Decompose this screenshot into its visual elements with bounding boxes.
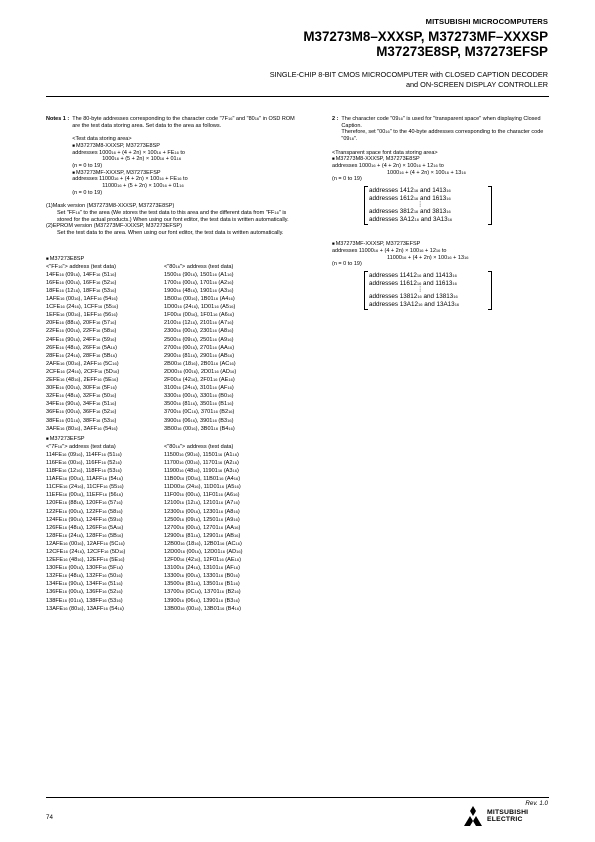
table-row (46, 287, 236, 295)
mf-range: (n = 0 to 19) (72, 189, 103, 196)
table-row (46, 400, 236, 408)
mf-address-1: addresses 1100016 + (4 + 2n) × 10016 + FE16 to (72, 176, 188, 183)
table-e8 (46, 255, 296, 433)
table-row (46, 540, 242, 548)
company-logo (462, 806, 528, 826)
table-row (46, 425, 236, 433)
table-cell: 1D0016 (2416), 1D0116 (A516) (164, 304, 236, 311)
table-cell: 28FE16 (2416), 28FF16 (5B16) (46, 352, 117, 359)
table-row (46, 279, 236, 287)
table-row (46, 467, 242, 475)
left-column (46, 116, 296, 613)
table-row (46, 295, 236, 303)
table-cell: 26FE16 (4816), 26FF16 (5A16) (46, 344, 117, 351)
table-cell: 12F0016 (4216), 12F0116 (AE16) (164, 557, 241, 564)
table-cell: 11AFE16 (0016), 11AFF16 (5416) (46, 476, 123, 483)
table-cell: 118FE16 (1216), 118FF16 (5316) (46, 468, 122, 475)
mf-brace-list (364, 271, 492, 310)
header-subtitle (270, 70, 548, 90)
brace-line: addresses 1381216 and 1381316 (369, 292, 458, 300)
table-cell: 230016 (0016), 230116 (A816) (164, 328, 234, 335)
item-1-text: Set "FF16" to the area (We stores the test data to this area and the different data from "FF16" is stored for the actual products.) When using our font editor, the test data is written automatically. (57, 209, 289, 223)
table-cell: 290016 (8116), 290116 (AB16) (164, 352, 235, 359)
table-e8-heading: ■ M37273E8SP (46, 255, 296, 263)
ellipsis-icon: ⋮ (417, 201, 424, 209)
item-2 (46, 223, 296, 236)
table-cell: 1190016 (4816), 1190116 (A316) (164, 468, 239, 475)
revision-label: Rev. 1.0 (525, 800, 548, 807)
header-company: MITSUBISHI MICROCOMPUTERS (425, 17, 548, 26)
table-cell: 210016 (1216), 210116 (A716) (164, 320, 234, 327)
table-row (46, 311, 236, 319)
table-row (46, 548, 242, 556)
m8-range: (n = 0 to 19) (72, 162, 103, 169)
table-row (46, 376, 236, 384)
table-cell: 114FE16 (0916), 114FF16 (5116) (46, 451, 122, 458)
table-cell: 32FE16 (4816), 32FF16 (5016) (46, 393, 117, 400)
table-cell: 36FE16 (0016), 36FF16 (5216) (46, 409, 117, 416)
brace-line: addresses 1161216 and 1161316 (369, 280, 457, 288)
table-cell: 3AFE16 (8016), 3AFF16 (5416) (46, 425, 118, 432)
footer-rule (46, 797, 549, 798)
subtitle-line-2: and ON-SCREEN DISPLAY CONTROLLER (405, 80, 548, 89)
table-cell: 11B0016 (0016), 11B0116 (A416) (164, 476, 241, 483)
table-cell: 2AFE16 (0016), 2AFF16 (5C16) (46, 360, 119, 367)
n2-m8-address-2: 100016 + (4 + 2n) × 10016 + 1316 (387, 169, 466, 176)
table-cell: 250016 (0916), 250116 (A916) (164, 336, 234, 343)
table-row (46, 336, 236, 344)
table-row (46, 580, 242, 588)
table-cell: 150016 (9016), 150116 (A116) (164, 271, 234, 278)
table-row (46, 597, 242, 605)
table-cell: 12CFE16 (2416), 12CFF16 (5D16) (46, 549, 126, 555)
table-row (46, 508, 242, 516)
brace-line: addresses 161216 and 161316 (369, 195, 451, 203)
table-cell: 12D0016 (0016), 12D0116 (AD16) (164, 549, 243, 555)
table-row (46, 516, 242, 524)
table-cell: 330016 (0016), 330116 (B016) (164, 393, 234, 400)
table-row (46, 605, 242, 613)
header-title (303, 30, 548, 59)
table-cell: 13B0016 (0016), 13B0116 (B416) (164, 605, 241, 612)
table-cell: 2D0016 (0016), 2D0116 (AD16) (164, 368, 237, 375)
table-row (46, 368, 236, 376)
table-cell: 370016 (0C16), 370116 (B216) (164, 409, 235, 416)
table-cell: 1290016 (8116), 1290116 (AB16) (164, 532, 241, 539)
item-1-mark: (1) (46, 203, 53, 210)
table-cell: 130FE16 (0016), 130FF16 (5F16) (46, 565, 123, 572)
table-cell: 1150016 (9016), 1150116 (A116) (164, 451, 239, 458)
header-rule (46, 96, 549, 97)
table-cell: 126FE16 (4816), 126FF16 (5A16) (46, 524, 124, 531)
table-cell: 13AFE16 (8016), 13AFF16 (5416) (46, 605, 124, 612)
table-cell: 116FE16 (0016), 116FF16 (5216) (46, 459, 122, 466)
table-cell: 136FE16 (0016), 136FF16 (5216) (46, 589, 123, 596)
table-cell: 1B0016 (0016), 1B0116 (A416) (164, 296, 235, 303)
brace-line: addresses 3A1216 and 3A1316 (369, 216, 453, 224)
table-cell: 390016 (0616), 390116 (B316) (164, 417, 234, 424)
brace-line: addresses 13A1216 and 13A1316 (369, 301, 460, 309)
table-cell: 11D0016 (2416), 11D0116 (A516) (164, 484, 241, 491)
mf-address-2: 1100016 + (5 + 2n) × 10016 + 0116 (102, 183, 184, 190)
table-row (46, 360, 236, 368)
n2-mf-address-2: 1100016 + (4 + 2n) × 10016 + 1316 (387, 254, 469, 261)
table-cell: 20FE16 (8816), 20FF16 (5716) (46, 320, 117, 327)
table-row (46, 451, 242, 459)
table-cell: 18FE16 (1216), 18FF16 (5316) (46, 288, 117, 294)
title-line-1: M37273M8–XXXSP, M37273MF–XXXSP (303, 29, 548, 44)
table-cell: 2CFE16 (2416), 2CFF16 (5D16) (46, 368, 120, 375)
table-cell: 170016 (0016), 170116 (A216) (164, 279, 234, 286)
table-row (46, 524, 242, 532)
brace-line: addresses 141216 and 141316 (369, 187, 451, 195)
table-row (46, 499, 242, 507)
table-cell: 34FE16 (9016), 34FF16 (5116) (46, 401, 117, 408)
page-number: 74 (46, 814, 53, 821)
table-cell: 2F0016 (4216), 2F0116 (AE16) (164, 377, 235, 384)
table-ef-header-row (46, 443, 242, 451)
table-cell: 14FE16 (0916), 14FF16 (5116) (46, 271, 117, 278)
table-cell: 1CFE16 (2416), 1CFF16 (5516) (46, 304, 119, 311)
title-line-2: M37273E8SP, M37273EFSP (376, 43, 548, 59)
n2-mf-address-1: addresses 1100016 + (4 + 2n) × 10016 + 1216 to (332, 247, 447, 254)
table-cell: 270016 (0016), 270116 (AA16) (164, 344, 235, 351)
logo-text-2: ELECTRIC (487, 816, 523, 823)
test-data-title: <Test data storing area> (72, 136, 132, 143)
table-row (46, 475, 242, 483)
table-cell: 2EFE16 (4816), 2EFF16 (5E16) (46, 377, 119, 384)
table-row (46, 459, 242, 467)
table-row (46, 352, 236, 360)
table-cell: 138FE16 (0116), 138FF16 (5316) (46, 597, 123, 604)
table-cell: 16FE16 (0016), 16FF16 (5216) (46, 279, 117, 286)
table-cell: 11EFE16 (0016), 11EFF16 (5616) (46, 492, 123, 499)
note-1 (46, 116, 296, 196)
table-row (46, 417, 236, 425)
m8-address-2: 100016 + (5 + 2n) × 10016 + 0116 (102, 156, 182, 163)
table-cell: 22FE16 (0016), 22FF16 (5816) (46, 328, 117, 335)
three-diamonds-icon (462, 806, 484, 826)
table-cell: 1EFE16 (0016), 1EFF16 (5616) (46, 312, 118, 319)
table-row (46, 408, 236, 416)
brace-line: addresses 381216 and 381316 (369, 208, 451, 215)
item-1 (46, 203, 296, 223)
ellipsis-icon: ⋮ (417, 286, 424, 294)
m8-brace-list (364, 186, 492, 225)
table-row (46, 564, 242, 572)
m8-heading: ■ M37273M8-XXXSP, M37273E8SP (72, 143, 296, 150)
table-row (46, 327, 236, 335)
table-row (46, 384, 236, 392)
table-row (46, 344, 236, 352)
column-header: <"8016"> address (test data) (164, 443, 234, 450)
note-2 (332, 116, 552, 143)
table-cell: 122FE16 (0016), 122FF16 (5816) (46, 508, 123, 515)
table-row (46, 572, 242, 580)
table-ef (46, 435, 296, 613)
table-cell: 30FE16 (0016), 30FF16 (5F16) (46, 385, 117, 392)
table-cell: 1F0016 (0016), 1F0116 (A616) (164, 312, 235, 319)
table-cell: 1390016 (0616), 1390116 (B316) (164, 597, 240, 604)
table-cell: 1270016 (0016), 1270116 (AA16) (164, 524, 241, 531)
table-cell: 1230016 (0016), 1230116 (A816) (164, 508, 240, 515)
table-cell: 1170016 (0016), 1170116 (A216) (164, 459, 239, 466)
table-cell: 1310016 (2416), 1310116 (AF16) (164, 565, 240, 572)
item-2-mark: (2) (46, 223, 53, 230)
table-row (46, 483, 242, 491)
table-cell: 12EFE16 (4816), 12EFF16 (5E16) (46, 557, 125, 564)
column-header: <"8016"> address (test data) (164, 263, 234, 270)
table-cell: 310016 (2416), 310116 (AF16) (164, 385, 234, 392)
table-cell: 124FE16 (9016), 124FF16 (5916) (46, 516, 123, 523)
brace-line: addresses 1141216 and 1141316 (369, 272, 457, 279)
note-1-label: Notes 1 : (46, 116, 70, 122)
n2-m8-heading: ■ M37273M8-XXXSP, M37273E8SP (332, 156, 552, 163)
note-2-label: 2 : (332, 116, 339, 122)
table-cell: 1330016 (0016), 1330116 (B016) (164, 573, 240, 580)
item-1-title: Mask version (M37273M8-XXXSP, M37273E8SP) (52, 203, 175, 210)
logo-text-1: MITSUBISHI (487, 809, 529, 816)
table-cell: 12B0016 (1816), 12B0116 (AC16) (164, 540, 242, 547)
table-row (46, 588, 242, 596)
right-column (332, 116, 552, 310)
table-cell: 1AFE16 (0016), 1AFF16 (5416) (46, 296, 118, 303)
n2-mf-heading: ■ M37273MF-XXXSP, M37273EFSP (332, 241, 552, 248)
table-row (46, 556, 242, 564)
table-cell: 2B0016 (1816), 2B0116 (AC16) (164, 360, 236, 367)
table-cell: 24FE16 (9016), 24FF16 (5916) (46, 336, 117, 343)
note-2-text-2: Therefore, set "0016" to the 40-byte addresses corresponding to the character code "0916". (341, 129, 544, 143)
note-1-text: The 80-byte addresses corresponding to the character code "7F16" and "8016" in OSD ROM are the test data storing area. Set data to the area as follows. (72, 116, 295, 129)
table-cell: 1370016 (0C16), 1370116 (B216) (164, 589, 241, 596)
table-row (46, 303, 236, 311)
table-cell: 190016 (4816), 190116 (A316) (164, 288, 234, 294)
table-row (46, 271, 236, 279)
table-row (46, 319, 236, 327)
m8-address-1: addresses 100016 + (4 + 2n) × 10016 + FE16 to (72, 149, 185, 156)
table-cell: 11F0016 (0016), 11F0116 (A616) (164, 492, 240, 499)
table-row (46, 532, 242, 540)
table-cell: 38FE16 (0116), 38FF16 (5316) (46, 417, 117, 424)
note-2-text-1: The character code "0916" is used for "transparent space" when displaying Closed Caption. (341, 116, 541, 129)
n2-m8-address-1: addresses 100016 + (4 + 2n) × 10016 + 1216 to (332, 162, 444, 169)
table-cell: 134FE16 (9016), 134FF16 (5116) (46, 581, 123, 588)
font-area-title: <Transparent space font data storing area> (332, 149, 438, 156)
table-ef-heading: ■ M37273EFSP (46, 435, 296, 443)
table-cell: 128FE16 (2416), 128FF16 (5B16) (46, 532, 124, 539)
n2-mf-range: (n = 0 to 19) (332, 261, 362, 268)
column-header: <"7F16"> address (test data) (46, 443, 116, 450)
table-cell: 350016 (8116), 350116 (B116) (164, 401, 234, 408)
table-cell: 11CFE16 (2416), 11CFF16 (5516) (46, 484, 124, 491)
table-cell: 1350016 (8116), 1350116 (B116) (164, 581, 240, 588)
table-cell: 120FE16 (8816), 120FF16 (5716) (46, 500, 123, 507)
table-cell: 1250016 (0916), 1250116 (A916) (164, 516, 240, 523)
subtitle-line-1: SINGLE-CHIP 8-BIT CMOS MICROCOMPUTER with CLOSED CAPTION DECODER (269, 70, 548, 79)
table-cell: 3B0016 (0016), 3B0116 (B416) (164, 425, 235, 432)
table-row (46, 491, 242, 499)
item-2-text: Set the test data to the area. When using our font editor, the test data is written automatically. (57, 229, 284, 236)
table-cell: 12AFE16 (0016), 12AFF16 (5C16) (46, 540, 125, 547)
table-cell: 1210016 (1216), 1210116 (A716) (164, 500, 240, 507)
column-header: <"FF16"> address (test data) (46, 263, 116, 270)
item-2-title: EPROM version (M37273MF-XXXSP, M37273EFSP) (52, 223, 182, 230)
mf-heading: ■ M37273MF-XXXSP, M37273EFSP (72, 170, 296, 177)
table-e8-header-row (46, 263, 236, 271)
table-row (46, 392, 236, 400)
n2-m8-range: (n = 0 to 19) (332, 176, 362, 183)
table-cell: 132FE16 (4816), 132FF16 (5016) (46, 573, 123, 580)
